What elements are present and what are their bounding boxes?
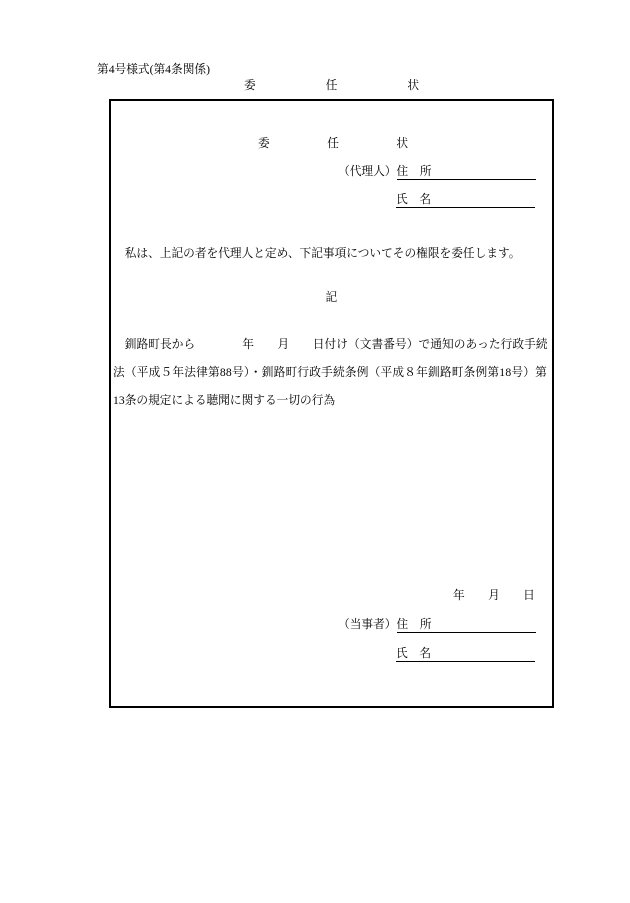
principal-address-label: 住 所: [396, 618, 432, 631]
form-number: 第4号様式(第4条関係): [97, 63, 210, 76]
date-line: 年 月 日: [453, 589, 535, 602]
agent-address-row: [338, 166, 536, 180]
form-frame: [109, 99, 554, 708]
agent-role-label: （代理人）: [338, 165, 397, 178]
matter-line: [113, 359, 549, 387]
agent-name-label: 氏 名: [396, 193, 432, 206]
principal-name-label: 氏 名: [396, 647, 432, 660]
delegation-statement: 私は、上記の者を代理人と定め、下記事項についてその権限を委任します。: [124, 247, 521, 260]
matter-line-text: 釧路町長から 年 月 日付け（文書番号）で通知のあった行政手続: [124, 338, 548, 351]
matter-line-text: 13条の規定による聴聞に関する一切の行為: [113, 394, 336, 407]
agent-name-field: [396, 194, 535, 208]
principal-name-row: [396, 648, 535, 662]
ki-heading: 記: [325, 291, 338, 304]
agent-name-row: [396, 194, 535, 208]
principal-address-field: [397, 619, 536, 633]
principal-name-field: [396, 648, 535, 662]
agent-address-label: 住 所: [396, 165, 432, 178]
matter-line: [113, 387, 549, 415]
form-title: 委任状: [258, 137, 466, 150]
delegated-matter: [113, 331, 549, 415]
principal-role-label: （当事者）: [338, 618, 397, 631]
page-title: 委任状: [244, 79, 490, 92]
principal-address-row: [338, 619, 536, 633]
matter-line: [113, 331, 549, 359]
matter-line-text: 法（平成５年法律第88号）・釧路町行政手続条例（平成８年釧路町条例第18号）第: [113, 366, 547, 379]
agent-address-field: [397, 166, 536, 180]
